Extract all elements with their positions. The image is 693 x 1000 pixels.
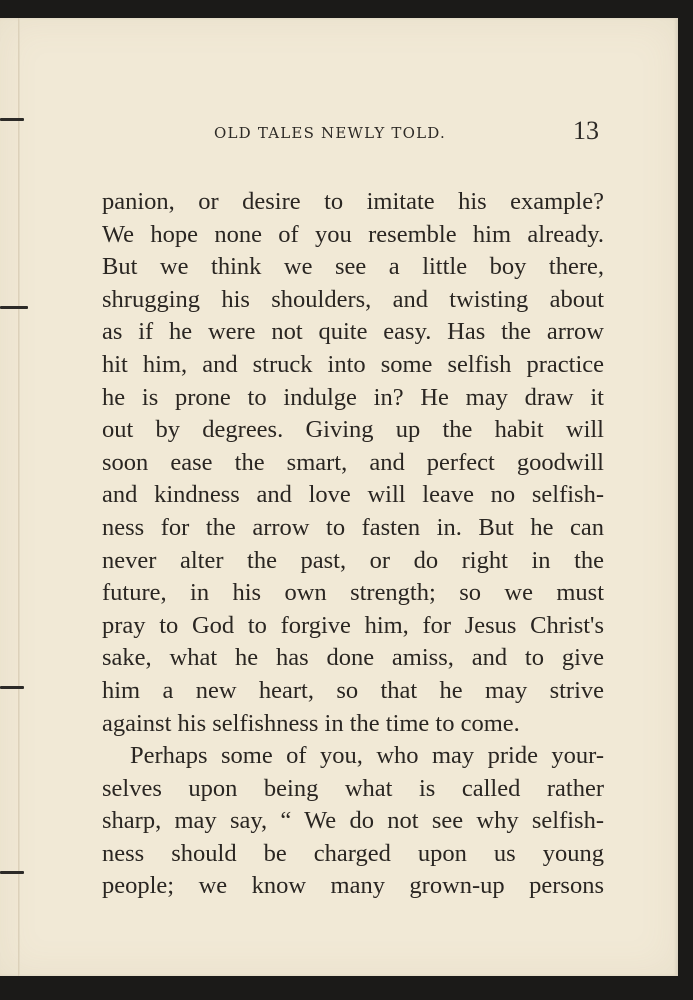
- text-line: ness should be charged upon us young: [102, 839, 604, 867]
- text-line: panion, or desire to imitate his example?: [102, 188, 604, 215]
- text-line: as if he were not quite easy. Has the arrow: [102, 318, 604, 346]
- text-line: But we think we see a little boy there,: [102, 253, 604, 281]
- text-line: future, in his own strength; so we must: [102, 579, 604, 607]
- text-line: selves upon being what is called rather: [102, 774, 604, 802]
- text-line: shrugging his shoulders, and twisting about: [102, 285, 604, 313]
- page-number: 13: [573, 116, 599, 145]
- text-line: against his selfishness in the time to come.: [102, 709, 520, 737]
- text-line: and kindness and love will leave no selfish-: [102, 481, 604, 509]
- binding-stitch-3: [0, 686, 24, 689]
- binding-stitch-2: [0, 306, 28, 309]
- page-header: [0, 116, 678, 150]
- page-gutter: [18, 18, 20, 976]
- text-line: soon ease the smart, and perfect goodwill: [102, 448, 604, 476]
- text-line: ness for the arrow to fasten in. But he can: [102, 513, 604, 541]
- text-line: people; we know many grown-up persons: [102, 872, 604, 900]
- text-line: Perhaps some of you, who may pride your-: [130, 742, 604, 770]
- text-line: he is prone to indulge in? He may draw it: [102, 383, 604, 411]
- text-line: sake, what he has done amiss, and to give: [102, 644, 604, 672]
- binding-stitch-4: [0, 871, 24, 874]
- text-line: pray to God to forgive him, for Jesus Christ's: [102, 611, 604, 639]
- text-line: hit him, and struck into some selfish practice: [102, 350, 604, 378]
- running-title: OLD TALES NEWLY TOLD.: [214, 124, 446, 142]
- text-line: never alter the past, or do right in the: [102, 546, 604, 574]
- text-line: We hope none of you resemble him already.: [102, 220, 604, 248]
- text-line: out by degrees. Giving up the habit will: [102, 416, 604, 444]
- book-page: [0, 18, 678, 976]
- body-text: [102, 186, 604, 903]
- text-line: him a new heart, so that he may strive: [102, 676, 604, 704]
- text-line: sharp, may say, “ We do not see why selfish-: [102, 807, 604, 835]
